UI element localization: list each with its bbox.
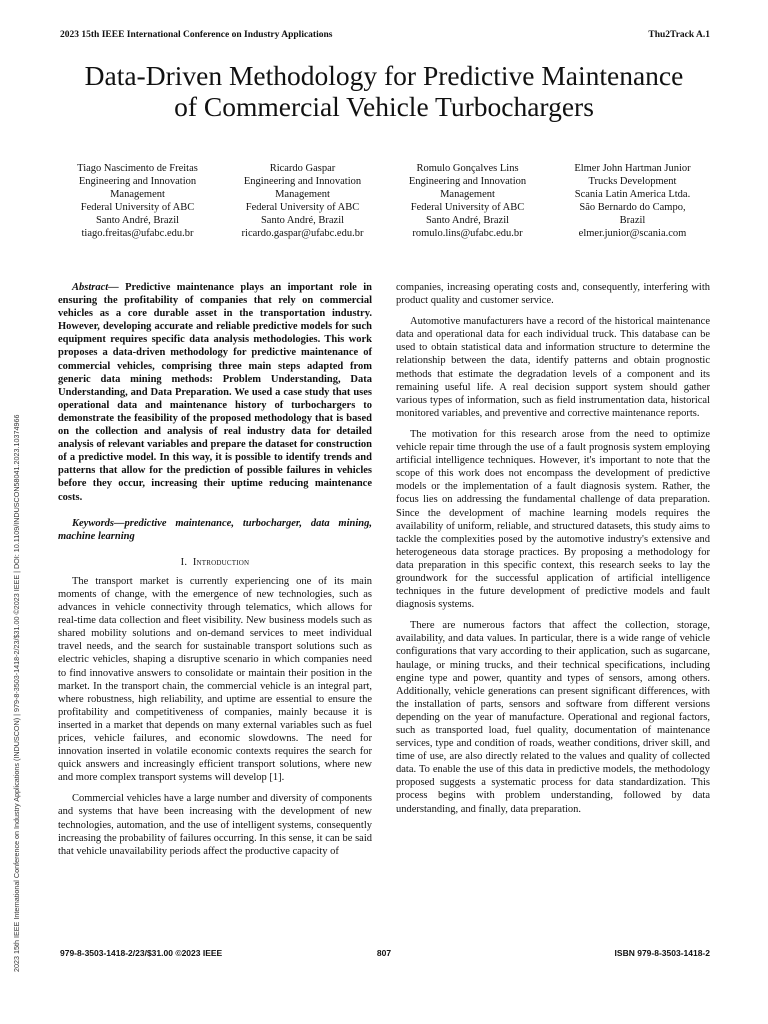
paragraph: Commercial vehicles have a large number and diversity of components and systems that have been increasing with the development of new technologies, automation, and the use of intelligent systems, consequently increasing the probability of failures occurring. In this sense, it can be said that vehicle unavailability periods affect the productive capacity of [58,793,372,857]
keywords-text: —predictive maintenance, turbocharger, data mining, machine learning [58,517,372,542]
footer-isbn: ISBN 979-8-3503-1418-2 [614,948,710,958]
author-email: ricardo.gaspar@ufabc.edu.br [241,228,364,240]
author-email: elmer.junior@scania.com [578,228,687,240]
author-dept: Engineering and Innovation [243,176,362,188]
right-column [396,281,710,824]
author-dept: Trucks Development [588,176,677,188]
author-name: Elmer John Hartman Junior [574,163,691,174]
abstract [58,281,372,504]
author-org: Federal University of ABC [410,202,525,214]
author-name: Tiago Nascimento de Freitas [77,163,198,174]
author-org: São Bernardo do Campo, [579,202,686,214]
author-email: romulo.lins@ufabc.edu.br [412,228,523,240]
left-column [58,281,372,866]
author-city: Brazil [619,215,646,227]
author-city: Santo André, Brazil [260,215,345,227]
author-dept: Engineering and Innovation [78,176,197,188]
author-city: Santo André, Brazil [425,215,510,227]
keywords [58,517,372,543]
section-number: I. [180,556,188,568]
author-1 [55,162,220,241]
abstract-dash: — [108,282,126,293]
keywords-label: Keywords [72,517,114,529]
title-line-2: of Commercial Vehicle Turbochargers [174,91,594,122]
paragraph: The motivation for this research arose from the need to optimize vehicle repair time through the use of a fault prognosis system employing artificial intelligence techniques. However, it's important to note that the scope of this work does not encompass the development of predictive models or the implementation of a fault diagnosis system. Rather, the focus lies on addressing the fundamental challenge of data preparation. Since the development of machine learning models requires the availability of uniform, reliable, and structured datasets, this study aims to tackle the complexities posed by the automotive industry's extensive and heterogeneous data storage practices. By proposing a methodology for data preparation in this specific context, this research seeks to lay the groundwork for the successful application of artificial intelligence techniques in the future development of predictive models and fault diagnosis systems. [396,428,710,611]
track-label: Thu2Track A.1 [648,30,710,40]
title-line-1: Data-Driven Methodology for Predictive Maintenance [84,60,684,91]
author-city: Santo André, Brazil [95,215,180,227]
section-title: Introduction [192,556,250,568]
paragraph: There are numerous factors that affect the collection, storage, availability, and data values. In particular, there is a wide range of vehicle configurations that vary according to their application, such as sugarcane, haulage, or mining trucks, and their technical specifications, including engine type and power, quantity and types of sensors, among others. Additionally, vehicle generations can present significant differences, with the installation of parts, sensors and software from different versions depending on the year of manufacture. Operational and regional factors, such as transported load, fuel quality, documentation of maintenance services, type and condition of roads, weather conditions, driver skill, and time of use, are also directly related to the values and quality of collected data. To enable the use of this data in predictive models, the methodology proposed suggests a systematic process for data standardization. This process begins with problem understanding, followed by data understanding, and finally, data preparation. [396,620,710,815]
conference-header: 2023 15th IEEE International Conference on Industry Applications [60,30,333,40]
author-dept: Engineering and Innovation [408,176,527,188]
author-4 [550,162,715,241]
author-name: Ricardo Gaspar [269,163,336,174]
author-2 [220,162,385,241]
page-number: 807 [376,948,392,958]
abstract-label: Abstract [72,282,109,293]
footer-copyright: 979-8-3503-1418-2/23/$31.00 ©2023 IEEE [60,948,223,958]
section-heading [58,556,372,569]
author-block [55,162,715,241]
doi-sidebar: 2023 15th IEEE International Conference on Industry Applications (INDUSCON) | 979-8-3503-1418-2/23/$31.00 ©2023 IEEE | DOI: 10.1109/INDUSCON58041.2023.10374966 [12,414,21,972]
author-dept: Scania Latin America Ltda. [574,189,691,201]
paper-title [0,60,768,122]
author-dept: Management [275,189,330,201]
paragraph: Automotive manufacturers have a record of the historical maintenance data and operational data for each individual truck. This database can be used to obtain statistical data and information structure to determine the relationship between the data, identify patterns and obtain prognostic methods that estimate the degradation levels of a component and its remaining useful life. A real decision support system should gather various types of information, such as field instrumentation data, historical monitored variables, and preventive and corrective maintenance reports. [396,316,710,419]
author-name: Romulo Gonçalves Lins [416,163,519,174]
author-email: tiago.freitas@ufabc.edu.br [81,228,194,240]
author-org: Federal University of ABC [245,202,360,214]
paragraph: companies, increasing operating costs and, consequently, interfering with product quality and customer service. [396,282,710,307]
author-org: Federal University of ABC [80,202,195,214]
author-3 [385,162,550,241]
author-dept: Management [440,189,495,201]
paragraph: The transport market is currently experiencing one of its main moments of change, with the emergence of new technologies, such as advances in vehicle connectivity through telematics, which allows for real-time data collection and fleet visibility. New business models such as shared mobility solutions and on-demand services to meet individual travel needs, and the search for sustainable transport solutions such as electric vehicles, shaping a disruptive scenario in which companies need to find innovative answers to consolidate or maintain their position in the market. In the transport chain, the commercial vehicle is an integral part, where robustness, high reliability, and uptime are essential to ensure the profitability and competitiveness of companies, mainly because it is inserted in a market that depends on many external variables such as fuel prices, vehicle failures, and economic slowdowns. The need for innovation inserted in volatile economic contexts requires the search for quick answers and increasingly efficient transport solutions, where new and more complex transport systems will develop [1]. [58,575,372,784]
abstract-text: Predictive maintenance plays an important role in ensuring the profitability of companies that rely on commercial vehicles as a core durable asset in the transportation industry. However, developing accurate and reliable predictive models for such equipment requires specific data analysis methodologies. This work proposes a data-driven methodology for predictive maintenance of commercial vehicles, comprising three main steps adapted from generic data mining methods: Problem Understanding, Data Understanding, and Data Preparation. We used a case study that uses operational data and maintenance history of turbochargers to demonstrate the feasibility of the proposed methodology that is based on the collection and analysis of real industry data for detailed analysis of relevant variables and prepare the dataset for construction of a predictive model. In this way, it is possible to identify trends and patterns that allow for the prediction of possible failures in vehicles before they occur, increasing their uptime reducing maintenance costs. [58,282,373,503]
author-dept: Management [110,189,165,201]
